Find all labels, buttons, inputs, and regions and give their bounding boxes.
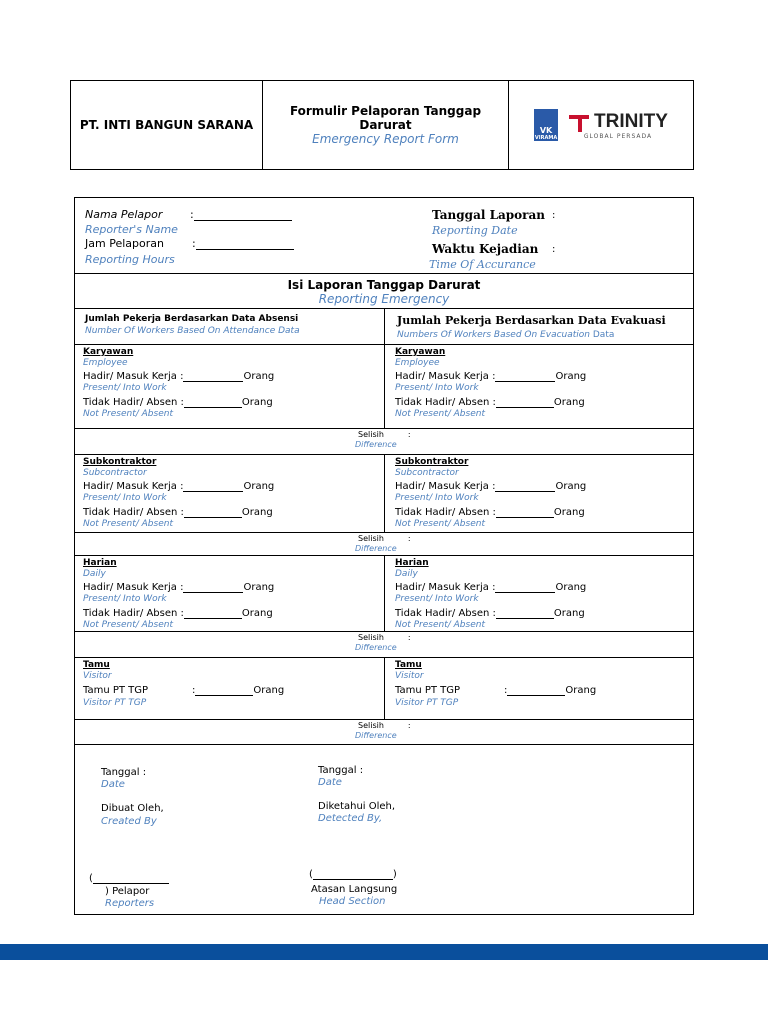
section-title: Isi Laporan Tanggap Darurat Reporting Emergency [75,273,693,308]
atasan-signature[interactable]: ( ) [309,869,397,880]
present-row[interactable]: Hadir/ Masuk Kerja : Orang [395,371,587,382]
form-title: Formulir Pelaporan Tanggap Darurat Emergency Report Form [263,81,509,169]
present-row[interactable]: Hadir/ Masuk Kerja : Orang [83,371,275,382]
hours-field[interactable]: : [192,237,294,250]
present-row[interactable]: Hadir/ Masuk Kerja : Orang [83,481,275,492]
tamu-pt-row[interactable]: Tamu PT TGP : Orang [395,685,597,696]
trinity-mark-icon [568,112,590,132]
signature-section: Tanggal : Date Dibuat Oleh, Created By Tanggal : Date Diketahui Oleh, Detected By, ( ) Pelapor Reporters ( ) Atasan Langsung Head Section [75,744,693,916]
logos [509,81,693,169]
pelapor-signature[interactable]: ( [89,873,169,884]
report-form: Nama Pelapor : Reporter's Name Jam Pelaporan : Reporting Hours Tanggal Laporan : Reporting Date Waktu Kejadian : Time Of Accurance Isi Laporan Tanggap Darurat Reporting Emergency Jumlah Pekerja Berdasarkan Data Absensi Number Of Workers Based On Attendance Data Jumlah Pekerja Berdasarkan Data Evakuasi Numbers Of Workers Based On Evacuation Data Karyawan Employee Hadir/ Masuk Kerja : Orang Present/ Into Work Tidak Hadir/ Absen : Orang Not Present/ Absent Karyawan Employee Hadir/ Masuk Kerja : Orang Present/ Into Work Tidak Hadir/ Absen : Orang Not Present/ Absent Selisih : Difference Subkontraktor Subcontractor Hadir/ Masuk Kerja : Orang Present/ Into Work Tidak Hadir/ Absen : Orang Not Present/ Absent Subkontraktor Subcontractor Hadir/ Masuk Kerja : Orang Present/ Into Work Tidak Hadir/ Absen : Orang Not Present/ Absent Selisih : Difference Harian Daily Hadir/ Masuk Kerja : Orang Present/ Into Work Tidak Hadir/ Absen : Orang Not Present/ Absent Harian Daily Hadir/ Masuk Kerja : Orang Present/ Into Work Tidak Hadir/ Absen : Orang Not Present/ Absent Selisih : Difference Tamu Visitor Tamu PT TGP : Orang Visitor PT TGP Tamu Visitor Tamu PT TGP : Orang Visitor PT TGP Selisih : Difference Tanggal : Date Dibuat Oleh, Created By Tanggal : Date Diketahui Oleh, Detected By, ( ) Pelapor Reporters ( ) Atasan Langsung Head Section [74,197,694,915]
group-harian: Harian Daily Hadir/ Masuk Kerja : Orang Present/ Into Work Tidak Hadir/ Absen : Orang Not Present/ Absent Harian Daily Hadir/ Masuk Kerja : Orang Present/ Into Work Tidak Hadir/ Absen : Orang Not Present/ Absent [75,555,693,631]
present-row[interactable]: Hadir/ Masuk Kerja : Orang [83,582,275,593]
absent-row[interactable]: Tidak Hadir/ Absen : Orang [83,507,273,518]
time-field[interactable]: : [552,244,556,255]
reporter-field[interactable]: : [190,208,292,221]
group-tamu: Tamu Visitor Tamu PT TGP : Orang Visitor PT TGP Tamu Visitor Tamu PT TGP : Orang Visitor PT TGP [75,657,693,719]
present-row[interactable]: Hadir/ Masuk Kerja : Orang [395,582,587,593]
absent-row[interactable]: Tidak Hadir/ Absen : Orang [83,608,273,619]
difference-row[interactable]: Selisih : Difference [75,719,693,744]
group-sub: Subkontraktor Subcontractor Hadir/ Masuk Kerja : Orang Present/ Into Work Tidak Hadir/ Absen : Orang Not Present/ Absent Subkontraktor Subcontractor Hadir/ Masuk Kerja : Orang Present/ Into Work Tidak Hadir/ Absen : Orang Not Present/ Absent [75,454,693,532]
header-table [70,80,694,170]
difference-row[interactable]: Selisih : Difference [75,532,693,555]
absent-row[interactable]: Tidak Hadir/ Absen : Orang [83,397,273,408]
difference-row[interactable]: Selisih : Difference [75,428,693,454]
absent-row[interactable]: Tidak Hadir/ Absen : Orang [395,507,585,518]
present-row[interactable]: Hadir/ Masuk Kerja : Orang [395,481,587,492]
vk-logo: VK VIRAMA [534,109,558,141]
columns-header: Jumlah Pekerja Berdasarkan Data Absensi Number Of Workers Based On Attendance Data Jumlah Pekerja Berdasarkan Data Evakuasi Numbers Of Workers Based On Evacuation Data [75,308,693,344]
absent-row[interactable]: Tidak Hadir/ Absen : Orang [395,608,585,619]
form-title-en: Emergency Report Form [312,132,459,146]
footer-bar [0,944,768,960]
absent-row[interactable]: Tidak Hadir/ Absen : Orang [395,397,585,408]
group-karyawan: Karyawan Employee Hadir/ Masuk Kerja : Orang Present/ Into Work Tidak Hadir/ Absen : Orang Not Present/ Absent Karyawan Employee Hadir/ Masuk Kerja : Orang Present/ Into Work Tidak Hadir/ Absen : Orang Not Present/ Absent [75,344,693,428]
date-field[interactable]: : [552,210,556,221]
difference-row[interactable]: Selisih : Difference [75,631,693,657]
company-name: PT. INTI BANGUN SARANA [71,81,263,169]
trinity-logo: TRINITY GLOBAL PERSADA [568,111,668,140]
tamu-pt-row[interactable]: Tamu PT TGP : Orang [83,685,285,696]
